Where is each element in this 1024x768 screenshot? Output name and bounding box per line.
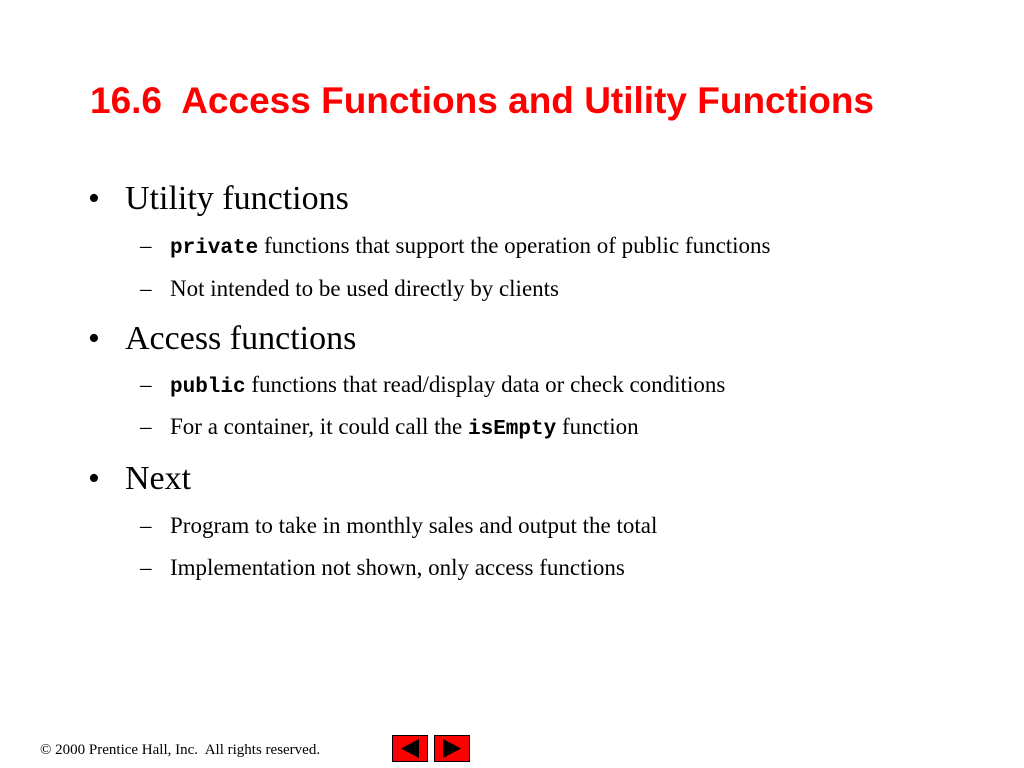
bullet-next (88, 460, 191, 498)
bullet-access-functions (88, 320, 356, 358)
sub-bullet (140, 276, 559, 302)
bullet-heading: Utility functions (125, 180, 349, 217)
bullet-marker: • (88, 320, 100, 357)
dash-marker: – (140, 414, 152, 439)
bullet-heading: Access functions (125, 320, 357, 357)
left-arrow-icon (393, 736, 427, 761)
dash-marker: – (140, 372, 152, 397)
dash-marker: – (140, 555, 152, 580)
sub-bullet (140, 513, 657, 539)
previous-slide-button[interactable] (392, 735, 428, 762)
sub-bullet-text: functions that support the operation of public functions (258, 233, 771, 258)
dash-marker: – (140, 276, 152, 301)
copyright-footer (40, 742, 320, 759)
slide-title: 16.6 Access Functions and Utility Functions (90, 80, 875, 121)
sub-bullet-text-after: function (556, 414, 639, 439)
sub-bullet (140, 372, 725, 399)
right-arrow-icon (435, 736, 469, 761)
bullet-utility-functions (88, 180, 349, 218)
bullet-marker: • (88, 180, 100, 217)
code-keyword: public (170, 376, 246, 399)
sub-bullet (140, 233, 771, 260)
bullet-marker: • (88, 460, 100, 497)
copyright-symbol: © (40, 742, 52, 758)
code-keyword: isEmpty (467, 418, 557, 441)
sub-bullet-text: functions that read/display data or check conditions (245, 372, 726, 397)
sub-bullet (140, 555, 625, 581)
code-keyword: private (170, 237, 259, 260)
dash-marker: – (140, 233, 152, 258)
dash-marker: – (140, 513, 152, 538)
copyright-text: 2000 Prentice Hall, Inc. All rights reserved. (51, 742, 321, 758)
sub-bullet-text: Implementation not shown, only access functions (170, 555, 625, 580)
sub-bullet-text: Not intended to be used directly by clients (170, 276, 559, 301)
next-slide-button[interactable] (434, 735, 470, 762)
sub-bullet (140, 414, 639, 441)
sub-bullet-text: Program to take in monthly sales and output the total (170, 513, 658, 538)
bullet-heading: Next (125, 460, 192, 497)
sub-bullet-text: For a container, it could call the (170, 414, 468, 439)
